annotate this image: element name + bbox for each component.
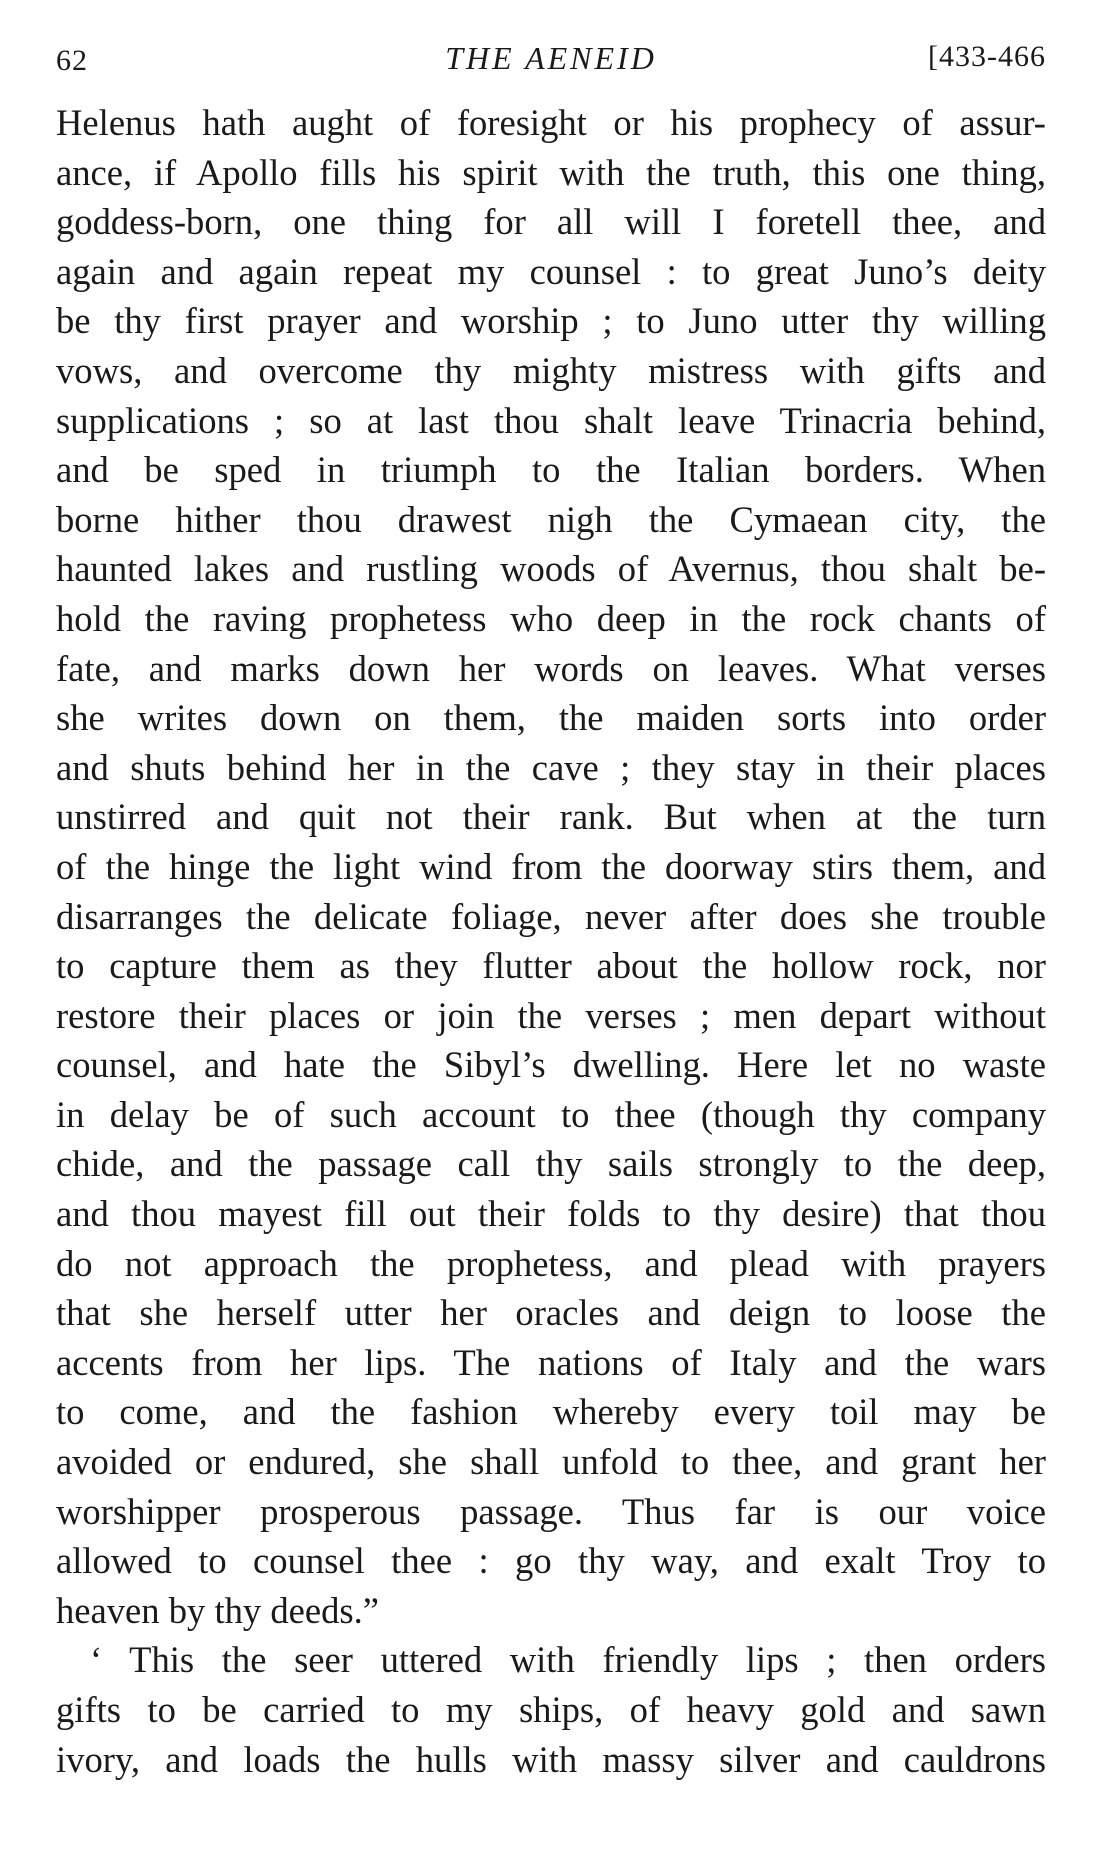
line-range: [433-466 xyxy=(928,40,1046,73)
text-line: ance, if Apollo fills his spirit with the truth, this one thing, xyxy=(56,151,1046,193)
text-line: vows, and overcome thy mighty mistress with gifts and xyxy=(56,349,1046,391)
book-page xyxy=(56,30,1046,1784)
text-line: chide, and the passage call thy sails strongly to the deep, xyxy=(56,1143,1046,1185)
text-line: supplications ; so at last thou shalt leave Trinacria behind, xyxy=(56,399,1046,441)
text-line: unstirred and quit not their rank. But when at the turn xyxy=(56,796,1046,838)
text-line: she writes down on them, the maiden sorts into order xyxy=(56,697,1046,739)
text-line: in delay be of such account to thee (though thy company xyxy=(56,1093,1046,1135)
text-line: disarranges the delicate foliage, never after does she trouble xyxy=(56,895,1046,937)
text-line: borne hither thou drawest nigh the Cymaean city, the xyxy=(56,498,1046,540)
text-line: that she herself utter her oracles and deign to loose the xyxy=(56,1292,1046,1334)
page-number: 62 xyxy=(56,44,88,77)
text-line: avoided or endured, she shall unfold to thee, and grant her xyxy=(56,1441,1046,1483)
text-line: to capture them as they flutter about the hollow rock, nor xyxy=(56,945,1046,987)
text-line: goddess-born, one thing for all will I foretell thee, and xyxy=(56,201,1046,243)
text-line: Helenus hath aught of foresight or his prophecy of assur- xyxy=(56,102,1046,143)
text-line: and shuts behind her in the cave ; they stay in their places xyxy=(56,746,1046,788)
text-line: haunted lakes and rustling woods of Avernus, thou shalt be- xyxy=(56,548,1046,590)
text-line: restore their places or join the verses ; men depart without xyxy=(56,994,1046,1036)
text-line: of the hinge the light wind from the doorway stirs them, and xyxy=(56,845,1046,887)
running-title: THE AENEID xyxy=(445,40,657,76)
text-line: worshipper prosperous passage. Thus far is our voice xyxy=(56,1490,1046,1532)
running-head xyxy=(56,30,1046,86)
body-text xyxy=(56,98,1046,1784)
text-line: fate, and marks down her words on leaves. What verses xyxy=(56,647,1046,689)
text-line: hold the raving prophetess who deep in the rock chants of xyxy=(56,597,1046,639)
text-line: gifts to be carried to my ships, of heavy gold and sawn xyxy=(56,1689,1046,1730)
text-line: to come, and the fashion whereby every toil may be xyxy=(56,1391,1046,1433)
paragraph-start-line: ‘ This the seer uttered with friendly lips ; then orders xyxy=(90,1639,1046,1681)
text-line: again and again repeat my counsel : to great Juno’s deity xyxy=(56,250,1046,292)
paragraph-end-line: heaven by thy deeds.” xyxy=(56,1589,379,1631)
text-line: and thou mayest fill out their folds to thy desire) that thou xyxy=(56,1193,1046,1235)
text-line: counsel, and hate the Sibyl’s dwelling. Here let no waste xyxy=(56,1044,1046,1086)
text-line: be thy first prayer and worship ; to Juno utter thy willing xyxy=(56,300,1046,342)
text-line: accents from her lips. The nations of Italy and the wars xyxy=(56,1341,1046,1383)
text-line: allowed to counsel thee : go thy way, and exalt Troy to xyxy=(56,1540,1046,1582)
text-line: and be sped in triumph to the Italian borders. When xyxy=(56,449,1046,491)
text-line: ivory, and loads the hulls with massy silver and cauldrons xyxy=(56,1738,1046,1780)
text-line: do not approach the prophetess, and plead with prayers xyxy=(56,1242,1046,1284)
